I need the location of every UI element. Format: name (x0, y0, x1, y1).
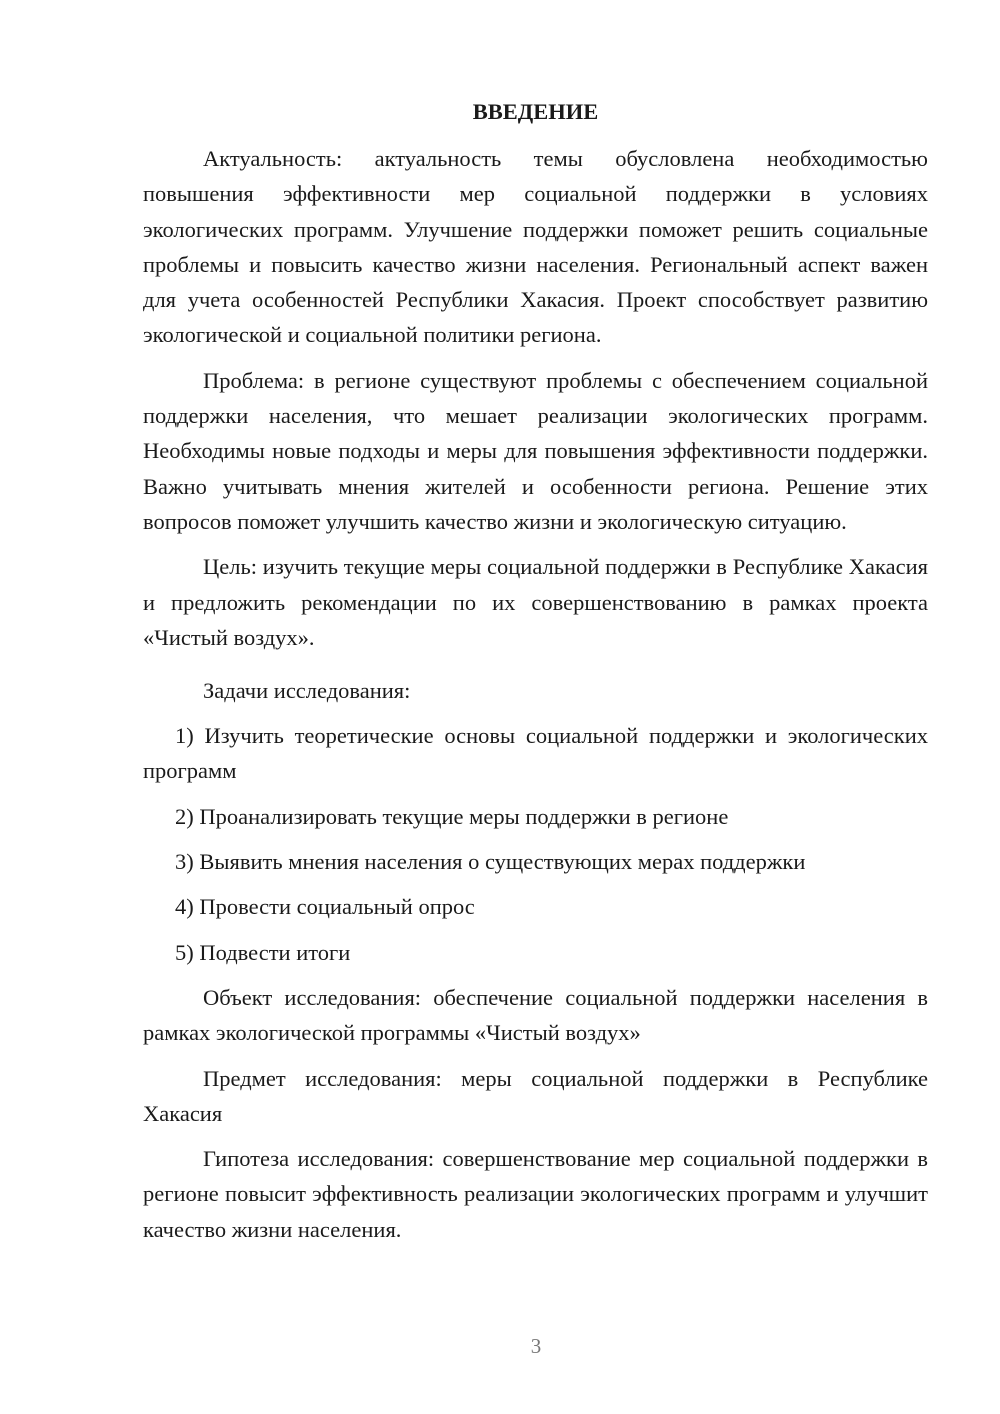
hypothesis-paragraph: Гипотеза исследования: совершенствование мер социальной поддержки в регионе повысит эффективность реализации экологических программ и улучшит качество жизни населения. (143, 1146, 928, 1242)
page-number: 3 (530, 1334, 542, 1358)
tasks-list (143, 718, 928, 970)
task-item: 4) Провести социальный опрос (175, 894, 475, 920)
object-paragraph: Объект исследования: обеспечение социальной поддержки населения в рамках экологической программы «Чистый воздух» (143, 984, 928, 1046)
task-item: 5) Подвести итоги (175, 939, 351, 965)
task-item: 2) Проанализировать текущие меры поддержки в регионе (175, 803, 729, 829)
section-title: ВВЕДЕНИЕ (472, 99, 599, 124)
page-content (143, 94, 928, 1247)
problem-paragraph: Проблема: в регионе существуют проблемы с обеспечением социальной поддержки населения, что мешает реализации экологических программ. Необходимы новые подходы и меры для повышения эффективности поддержки. Важно учитывать мнения жителей и особенности региона. Решение этих вопросов поможет улучшить качество жизни и экологическую ситуацию. (143, 367, 928, 534)
subject-paragraph: Предмет исследования: меры социальной поддержки в Республике Хакасия (143, 1065, 928, 1126)
task-item: 3) Выявить мнения населения о существующих мерах поддержки (175, 849, 806, 875)
task-item: 1) Изучить теоретические основы социальной поддержки и экологических программ (143, 723, 928, 784)
goal-paragraph: Цель: изучить текущие меры социальной поддержки в Республике Хакасия и предложить рекомендации по их совершенствованию в рамках проекта «Чистый воздух». (143, 554, 928, 650)
tasks-heading: Задачи исследования: (203, 678, 411, 704)
relevance-paragraph: Актуальность: актуальность темы обусловлена необходимостью повышения эффективности мер социальной поддержки в условиях экологических программ. Улучшение поддержки поможет решить социальные проблемы и повысить качество жизни населения. Региональный аспект важен для учета особенностей Республики Хакасия. Проект способствует развитию экологической и социальной политики региона. (143, 146, 928, 348)
